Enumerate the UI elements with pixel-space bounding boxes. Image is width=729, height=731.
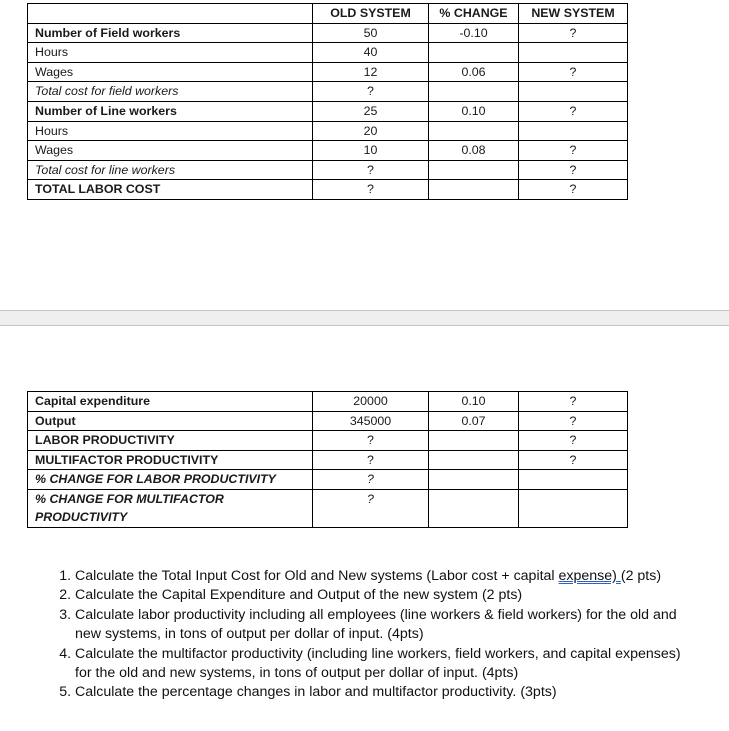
row-label: Capital expenditure [28, 392, 313, 412]
page-separator-band [0, 310, 729, 326]
row-label: TOTAL LABOR COST [28, 180, 313, 200]
new-value: ? [519, 411, 628, 431]
old-value: 40 [313, 43, 429, 63]
question-text: Calculate the Total Input Cost for Old and New systems (Labor cost + capital [75, 568, 559, 584]
old-value: 20 [313, 121, 429, 141]
question-item [75, 606, 695, 645]
question-item [75, 586, 695, 605]
row-label: Number of Line workers [28, 101, 313, 121]
question-text: Calculate the percentage changes in labor and multifactor productivity. (3pts) [75, 684, 557, 701]
table-row [28, 450, 628, 470]
productivity-table [27, 391, 628, 528]
new-value: ? [519, 180, 628, 200]
question-text: Calculate the Capital Expenditure and Output of the new system (2 pts) [75, 587, 523, 604]
table-row [28, 82, 628, 102]
change-value [429, 43, 519, 63]
row-label: Hours [28, 43, 313, 63]
question-text-tail: (2 pts) [620, 568, 662, 584]
spellcheck-flagged-text[interactable]: expense) [558, 568, 621, 584]
row-label: % CHANGE FOR MULTIFACTOR PRODUCTIVITY [28, 489, 313, 527]
table-header-row [28, 4, 628, 24]
change-value [429, 470, 519, 490]
new-value [519, 121, 628, 141]
change-value: 0.07 [429, 411, 519, 431]
row-label: MULTIFACTOR PRODUCTIVITY [28, 450, 313, 470]
change-value [429, 160, 519, 180]
new-value: ? [519, 431, 628, 451]
new-value: ? [519, 141, 628, 161]
new-value [519, 470, 628, 490]
question-text: Calculate labor productivity including all employees (line workers & field workers) for the old and new systems, in tons of output per dollar of input. (4pts) [75, 606, 677, 643]
new-value: ? [519, 450, 628, 470]
old-value: ? [313, 470, 429, 490]
table-row [28, 43, 628, 63]
change-value [429, 450, 519, 470]
header-blank [28, 4, 313, 24]
row-label: LABOR PRODUCTIVITY [28, 431, 313, 451]
old-value: ? [313, 180, 429, 200]
question-item [75, 683, 695, 702]
question-item [75, 567, 695, 586]
change-value: 0.10 [429, 392, 519, 412]
change-value [429, 489, 519, 527]
row-label: Output [28, 411, 313, 431]
old-value: 12 [313, 62, 429, 82]
old-value: 50 [313, 23, 429, 43]
header-percent-change: % CHANGE [429, 4, 519, 24]
new-value [519, 82, 628, 102]
row-label: Total cost for field workers [28, 82, 313, 102]
change-value: 0.10 [429, 101, 519, 121]
row-label: Hours [28, 121, 313, 141]
old-value: ? [313, 489, 429, 527]
new-value: ? [519, 392, 628, 412]
question-list [44, 567, 695, 703]
header-old-system: OLD SYSTEM [313, 4, 429, 24]
table-row [28, 62, 628, 82]
table-row [28, 392, 628, 412]
change-value [429, 180, 519, 200]
new-value: ? [519, 23, 628, 43]
table-row [28, 180, 628, 200]
old-value: ? [313, 431, 429, 451]
old-value: ? [313, 160, 429, 180]
old-value: 345000 [313, 411, 429, 431]
table-row [28, 23, 628, 43]
table-row [28, 411, 628, 431]
old-value: 25 [313, 101, 429, 121]
table-row [28, 470, 628, 490]
old-value: ? [313, 82, 429, 102]
change-value [429, 431, 519, 451]
new-value [519, 489, 628, 527]
question-item [75, 645, 695, 684]
header-new-system: NEW SYSTEM [519, 4, 628, 24]
table-row [28, 121, 628, 141]
table-row [28, 141, 628, 161]
change-value: -0.10 [429, 23, 519, 43]
new-value [519, 43, 628, 63]
table-row [28, 431, 628, 451]
labor-cost-table [27, 3, 628, 200]
new-value: ? [519, 62, 628, 82]
old-value: 20000 [313, 392, 429, 412]
old-value: ? [313, 450, 429, 470]
row-label: Wages [28, 141, 313, 161]
change-value: 0.06 [429, 62, 519, 82]
table-row [28, 160, 628, 180]
new-value: ? [519, 101, 628, 121]
row-label: Number of Field workers [28, 23, 313, 43]
table-row [28, 101, 628, 121]
row-label: Total cost for line workers [28, 160, 313, 180]
change-value [429, 82, 519, 102]
new-value: ? [519, 160, 628, 180]
change-value: 0.08 [429, 141, 519, 161]
table-row [28, 489, 628, 527]
row-label: Wages [28, 62, 313, 82]
change-value [429, 121, 519, 141]
question-text: Calculate the multifactor productivity (including line workers, field workers, and capital expenses) for the old and new systems, in tons of output per dollar of input. (4pts) [75, 645, 681, 682]
old-value: 10 [313, 141, 429, 161]
row-label: % CHANGE FOR LABOR PRODUCTIVITY [28, 470, 313, 490]
